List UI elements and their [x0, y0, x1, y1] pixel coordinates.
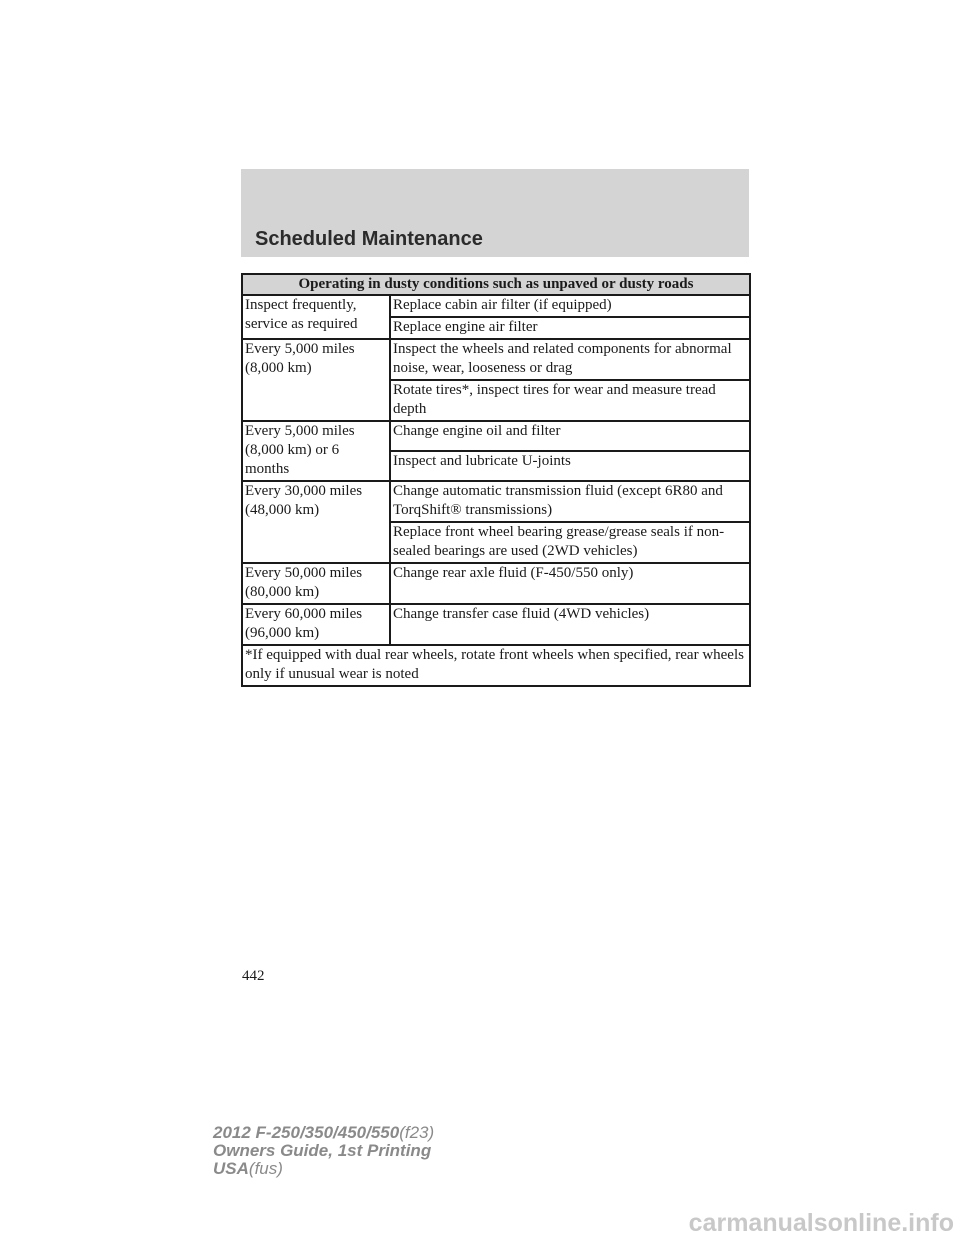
watermark: carmanualsonline.info — [688, 1209, 954, 1237]
table-row — [242, 295, 750, 317]
task-cell: Replace engine air filter — [390, 317, 750, 339]
interval-cell: Inspect frequently, service as required — [242, 295, 390, 339]
table-row — [242, 421, 750, 451]
footer-line-model — [213, 1124, 434, 1142]
task-cell: Replace front wheel bearing grease/grease seals if non-sealed bearings are used (2WD vehicles) — [390, 522, 750, 563]
section-title: Scheduled Maintenance — [255, 228, 483, 250]
table-row — [242, 563, 750, 604]
footer-region: USA — [213, 1159, 249, 1178]
table-footnote: *If equipped with dual rear wheels, rotate front wheels when specified, rear wheels only if unusual wear is noted — [242, 645, 750, 686]
table-row — [242, 339, 750, 380]
interval-cell: Every 30,000 miles (48,000 km) — [242, 481, 390, 563]
footer-model-code: (f23) — [399, 1123, 435, 1142]
document-footer — [213, 1124, 434, 1178]
maintenance-table — [241, 273, 751, 687]
task-cell: Change transfer case fluid (4WD vehicles) — [390, 604, 750, 645]
footer-region-code: (fus) — [248, 1159, 283, 1178]
table-row — [242, 481, 750, 522]
page-number: 442 — [242, 968, 265, 984]
interval-cell: Every 60,000 miles (96,000 km) — [242, 604, 390, 645]
interval-cell: Every 50,000 miles (80,000 km) — [242, 563, 390, 604]
task-cell: Change engine oil and filter — [390, 421, 750, 451]
table-header-row — [242, 274, 750, 295]
table-row — [242, 604, 750, 645]
task-cell: Change rear axle fluid (F-450/550 only) — [390, 563, 750, 604]
interval-cell: Every 5,000 miles (8,000 km) — [242, 339, 390, 421]
task-cell: Change automatic transmission fluid (except 6R80 and TorqShift® transmissions) — [390, 481, 750, 522]
footer-model: 2012 F-250/350/450/550 — [213, 1123, 400, 1142]
section-header-band — [241, 169, 749, 257]
table-header: Operating in dusty conditions such as unpaved or dusty roads — [242, 274, 750, 295]
task-cell: Rotate tires*, inspect tires for wear and measure tread depth — [390, 380, 750, 421]
interval-cell: Every 5,000 miles (8,000 km) or 6 months — [242, 421, 390, 481]
task-cell: Inspect and lubricate U-joints — [390, 451, 750, 481]
footer-line-region — [213, 1160, 434, 1178]
footer-line-printing: Owners Guide, 1st Printing — [213, 1141, 432, 1160]
task-cell: Replace cabin air filter (if equipped) — [390, 295, 750, 317]
task-cell: Inspect the wheels and related components for abnormal noise, wear, looseness or drag — [390, 339, 750, 380]
table-footnote-row — [242, 645, 750, 686]
